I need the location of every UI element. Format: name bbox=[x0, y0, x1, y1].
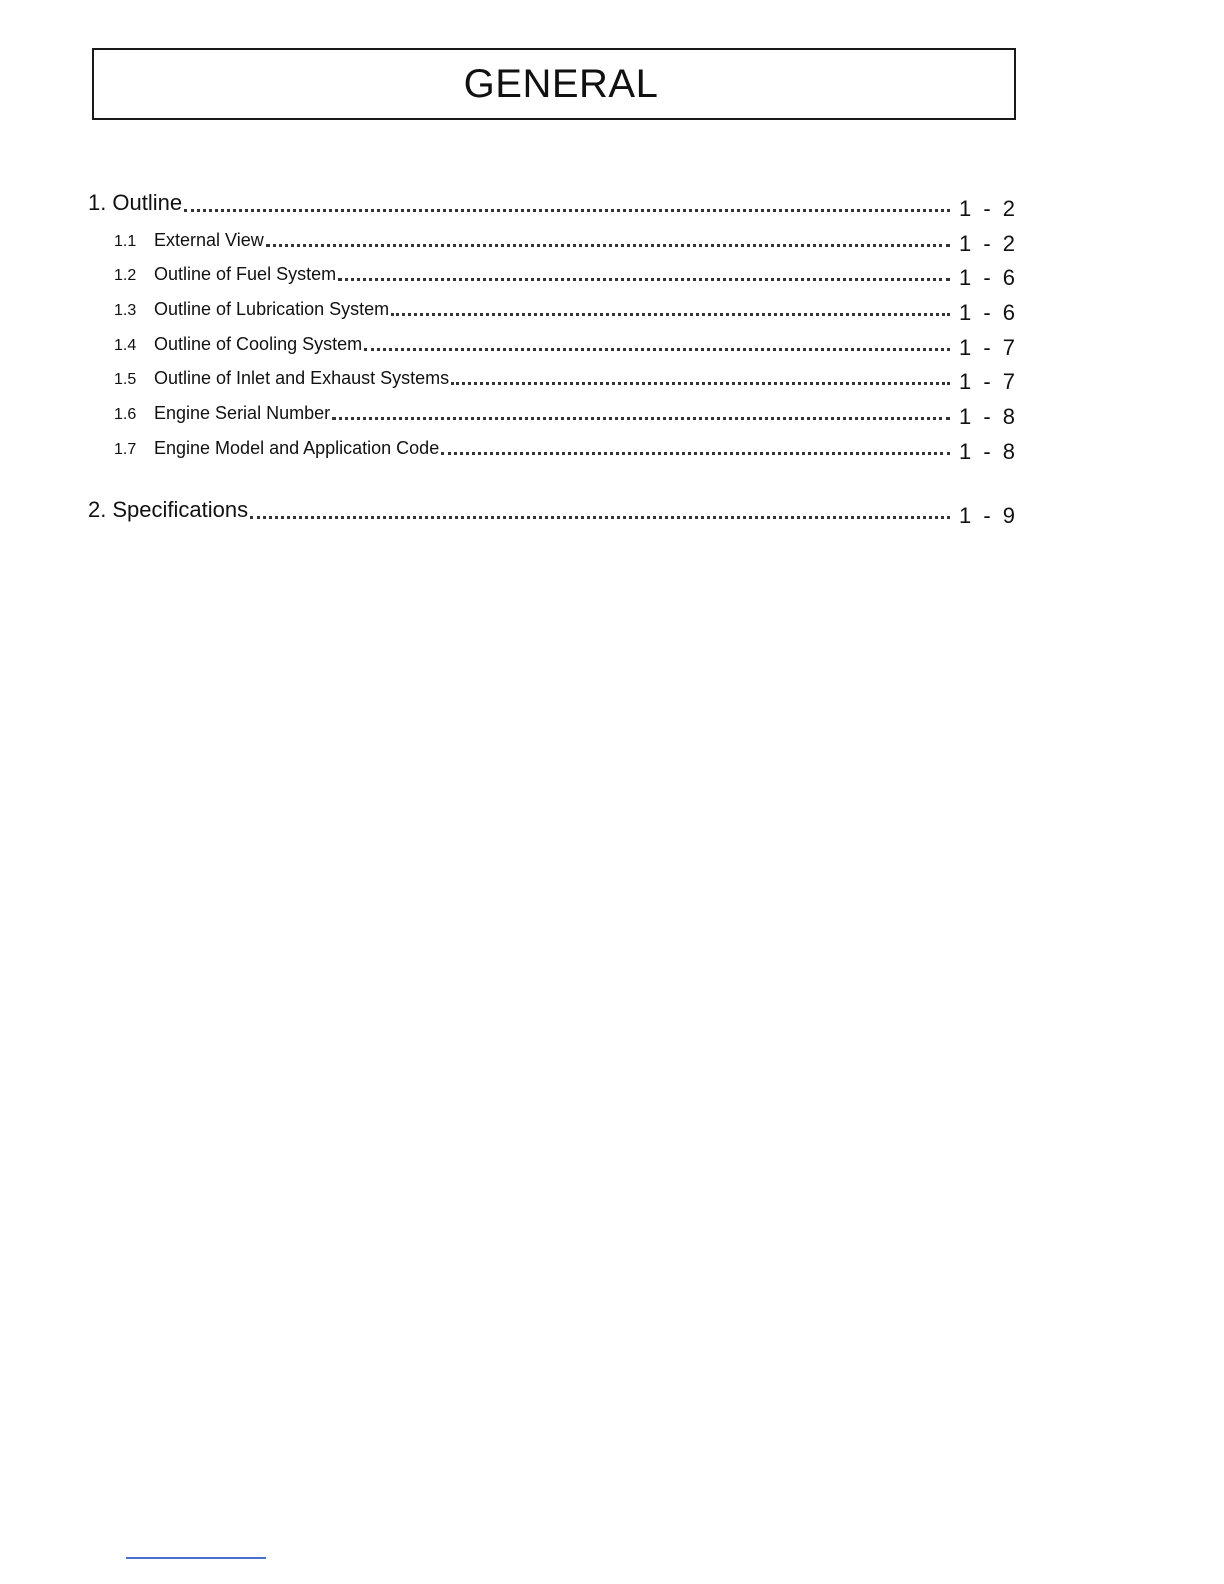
toc-section-number: 1. bbox=[88, 190, 107, 215]
toc-section-label: Specifications bbox=[112, 496, 249, 522]
chapter-title: GENERAL bbox=[463, 61, 659, 106]
toc-section-outline[interactable] bbox=[88, 182, 1018, 221]
toc-item-engine-serial-number[interactable] bbox=[88, 389, 1018, 430]
toc-page-number: 1 - 8 bbox=[958, 438, 1018, 464]
toc-page-number: 1 - 6 bbox=[958, 300, 1018, 326]
toc-leader-dots bbox=[338, 260, 950, 281]
toc-item-label: Outline of Lubrication System bbox=[154, 299, 390, 320]
toc-item-lubrication-system[interactable] bbox=[88, 285, 1018, 326]
toc-leader-dots bbox=[391, 295, 950, 316]
toc-item-fuel-system[interactable] bbox=[88, 251, 1018, 291]
toc-leader-dots bbox=[364, 330, 950, 351]
toc-item-number: 1.4 bbox=[114, 336, 137, 354]
toc-item-number: 1.1 bbox=[114, 232, 137, 250]
toc-item-external-view[interactable] bbox=[88, 216, 1018, 256]
chapter-title-box bbox=[92, 48, 1016, 120]
toc-leader-dots bbox=[266, 226, 950, 247]
footer-rule bbox=[126, 1557, 266, 1559]
toc-item-label: Outline of Cooling System bbox=[154, 333, 363, 354]
toc-page-number: 1 - 9 bbox=[958, 502, 1018, 528]
toc-item-label: Engine Model and Application Code bbox=[154, 437, 440, 458]
toc-page-number: 1 - 8 bbox=[958, 404, 1018, 430]
toc-item-label: Outline of Inlet and Exhaust Systems bbox=[154, 368, 450, 389]
toc-item-number: 1.6 bbox=[114, 406, 137, 424]
toc-item-label: Outline of Fuel System bbox=[154, 264, 337, 285]
toc-item-number: 1.7 bbox=[114, 440, 137, 458]
toc-leader-dots bbox=[184, 187, 950, 212]
toc-item-number: 1.3 bbox=[114, 302, 137, 320]
toc-page-number: 1 - 2 bbox=[958, 196, 1018, 221]
toc-leader-dots bbox=[332, 399, 950, 420]
toc-leader-dots bbox=[451, 364, 950, 385]
toc-section-specifications[interactable] bbox=[88, 489, 1018, 528]
toc-item-cooling-system[interactable] bbox=[88, 320, 1018, 360]
toc-section-number: 2. bbox=[88, 496, 107, 522]
toc-item-label: External View bbox=[154, 229, 264, 250]
toc-leader-dots bbox=[250, 494, 950, 519]
toc-item-label: Engine Serial Number bbox=[154, 403, 331, 424]
toc-item-inlet-exhaust-systems[interactable] bbox=[88, 355, 1018, 395]
toc-section-label: Outline bbox=[112, 190, 183, 215]
toc-page-number: 1 - 7 bbox=[958, 369, 1018, 395]
table-of-contents bbox=[88, 182, 1018, 528]
toc-item-number: 1.2 bbox=[114, 267, 137, 285]
toc-page-number: 1 - 2 bbox=[958, 230, 1018, 256]
toc-item-number: 1.5 bbox=[114, 371, 137, 389]
toc-page-number: 1 - 6 bbox=[958, 265, 1018, 291]
toc-item-engine-model-code[interactable] bbox=[88, 424, 1018, 464]
toc-page-number: 1 - 7 bbox=[958, 334, 1018, 360]
toc-leader-dots bbox=[441, 434, 950, 455]
